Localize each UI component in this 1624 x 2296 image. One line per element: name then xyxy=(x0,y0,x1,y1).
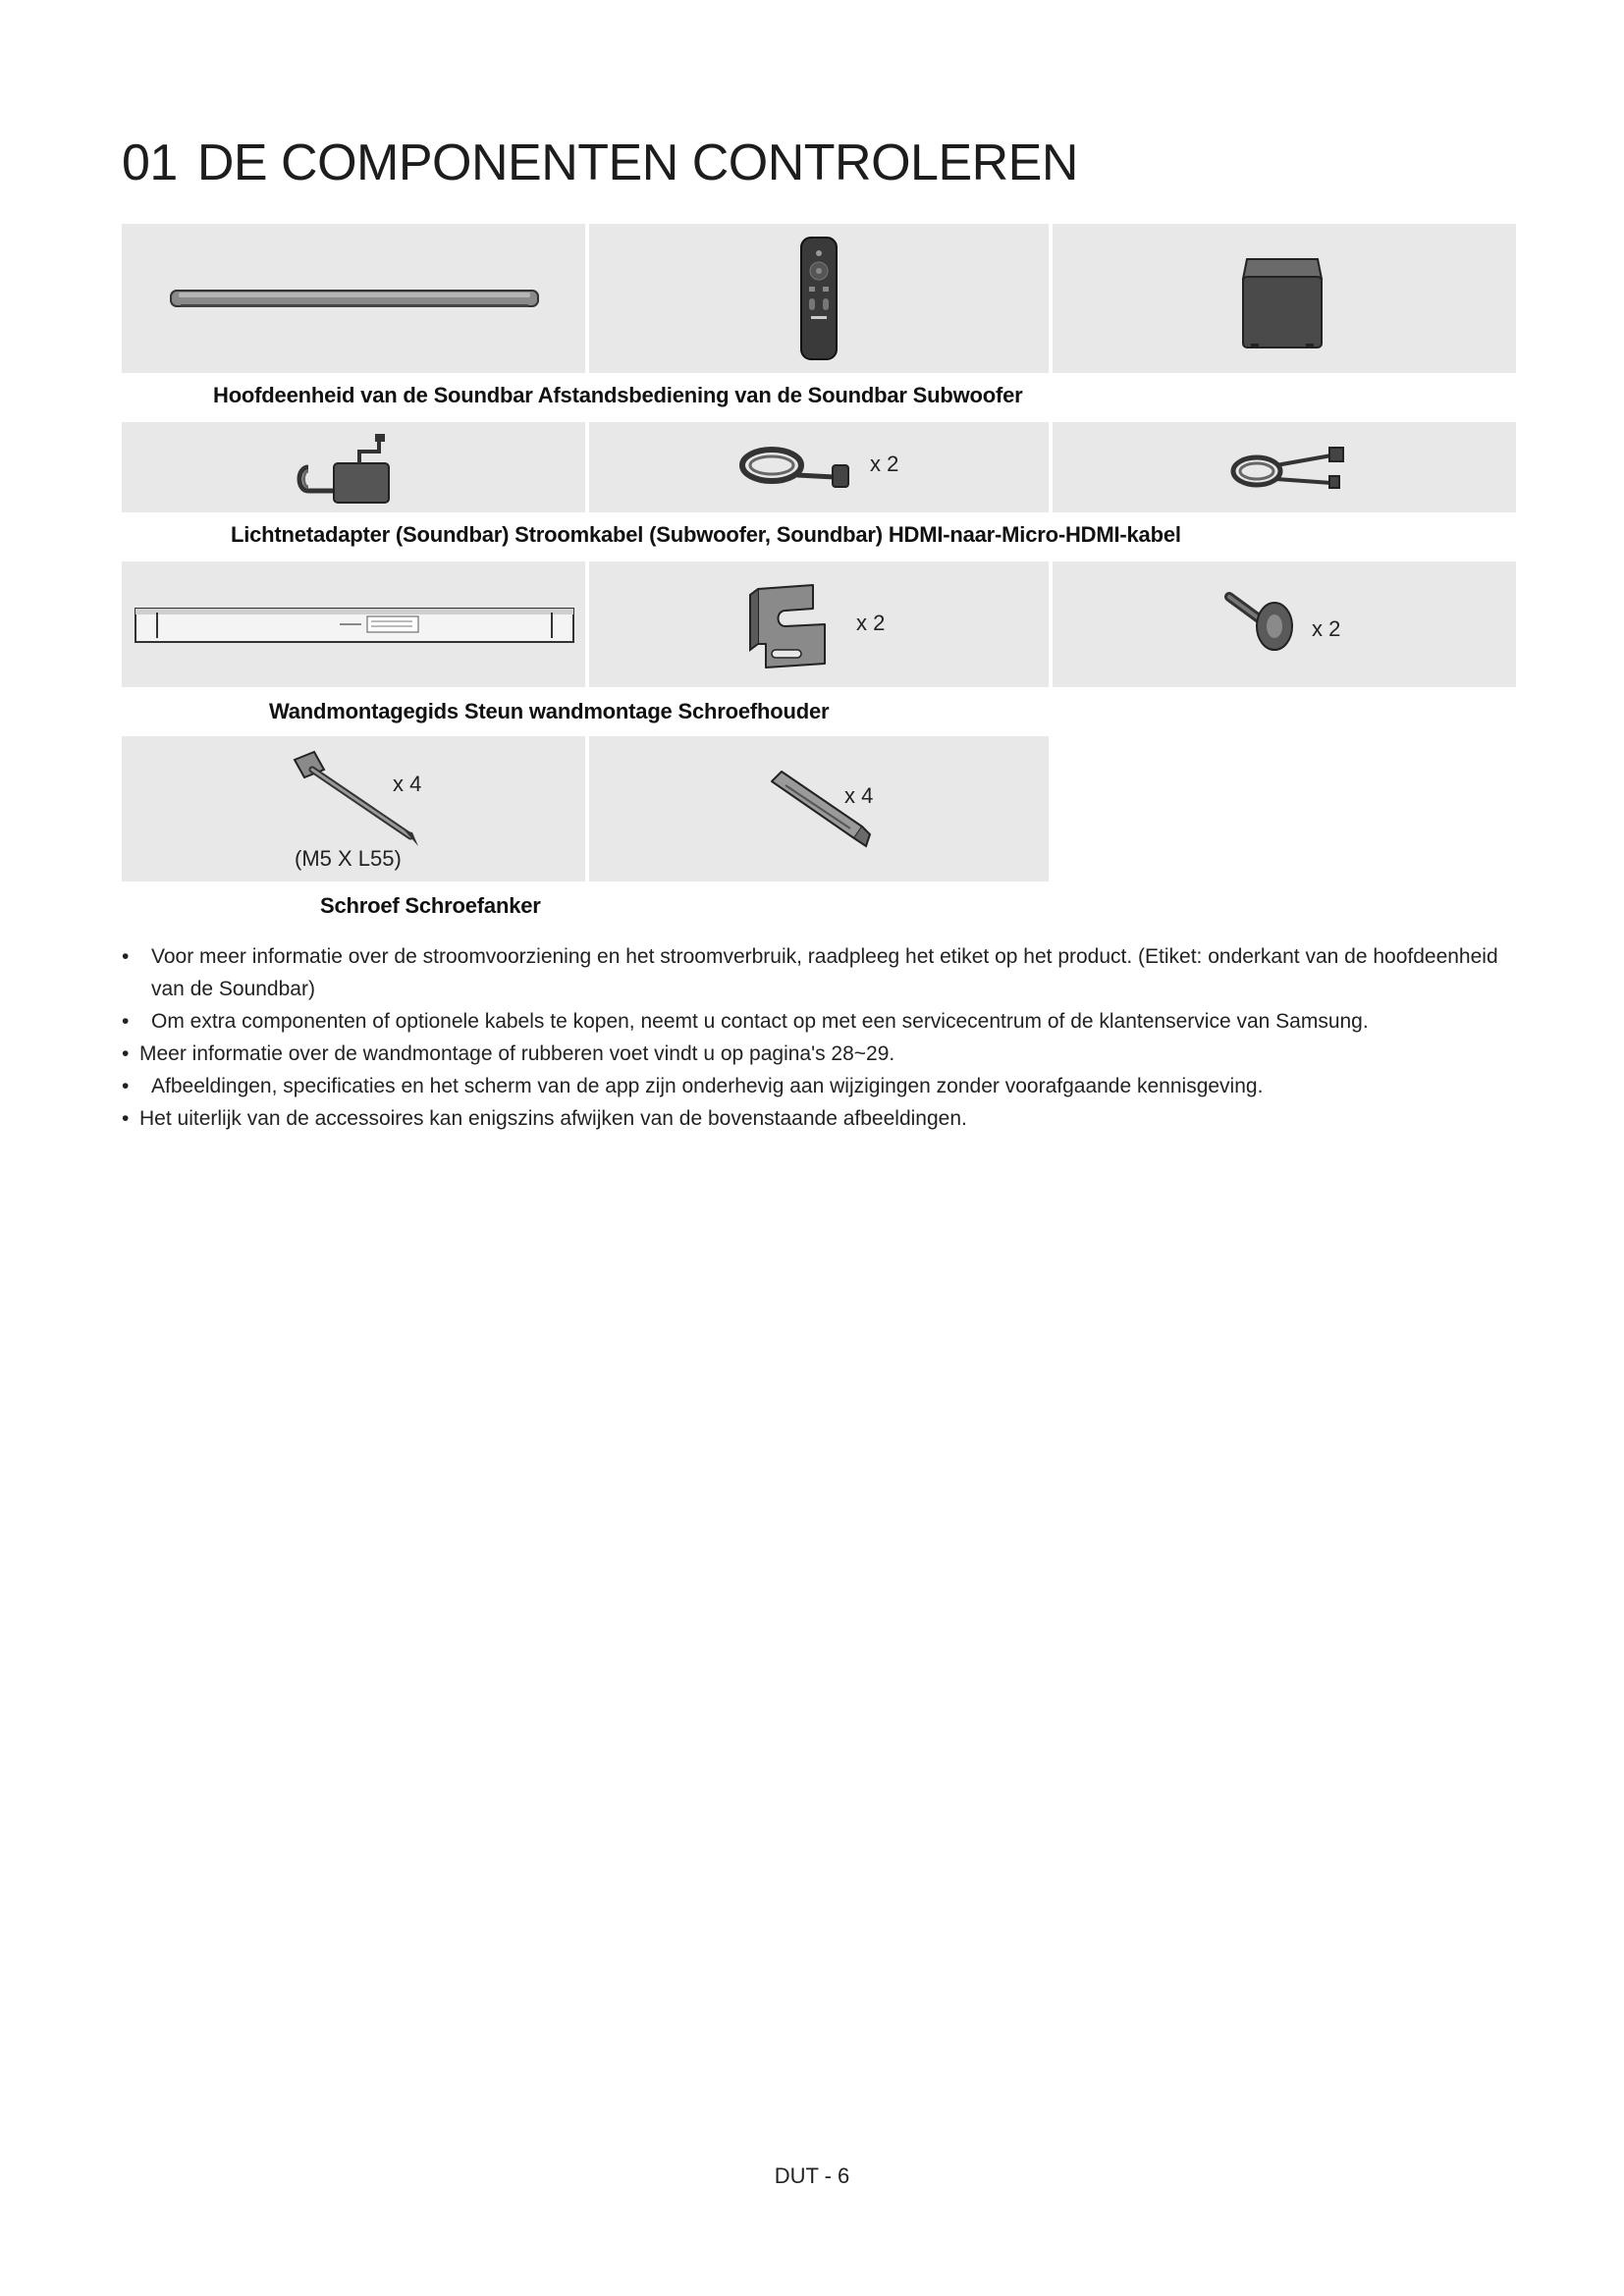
section-title: DE COMPONENTEN CONTROLEREN xyxy=(196,134,1078,191)
screw-cell xyxy=(122,736,585,881)
screw-anchor-icon xyxy=(589,736,1049,881)
note-item xyxy=(122,940,1516,1005)
power-cable-quantity: x 2 xyxy=(870,452,899,476)
screw-quantity: x 4 xyxy=(393,772,422,796)
remote-control-cell xyxy=(589,224,1049,373)
screw-holder-quantity: x 2 xyxy=(1312,616,1341,641)
row4-caption: Schroef Schroefanker xyxy=(320,893,541,918)
hdmi-cable-cell xyxy=(1053,422,1516,512)
subwoofer-icon xyxy=(1053,224,1516,373)
note-text: Voor meer informatie over de stroomvoorziening en het stroomverbruik, raadpleeg het etiket op het product. (Etiket: onderkant van de hoofdeenheid van de Soundbar) xyxy=(151,945,1498,1000)
bullet: • xyxy=(122,945,130,968)
notes-list xyxy=(122,940,1516,1135)
note-item xyxy=(122,1005,1516,1038)
bullet: • xyxy=(122,1075,130,1097)
hdmi-cable-icon xyxy=(1053,422,1516,512)
bullet: • xyxy=(122,1010,130,1033)
note-item xyxy=(122,1038,1516,1070)
section-number: 01 xyxy=(122,134,178,191)
bullet: • xyxy=(122,1107,130,1130)
screw-size-label: (M5 X L55) xyxy=(295,846,402,871)
power-adapter-icon xyxy=(122,422,585,512)
note-item xyxy=(122,1102,1516,1135)
wall-mount-guide-icon xyxy=(122,561,585,687)
subwoofer-cell xyxy=(1053,224,1516,373)
wall-bracket-icon xyxy=(589,561,1049,687)
note-text: Om extra componenten of optionele kabels te kopen, neemt u contact op met een servicecentrum of de klantenservice van Samsung. xyxy=(151,1010,1369,1033)
wall-bracket-quantity: x 2 xyxy=(856,611,886,635)
power-adapter-cell xyxy=(122,422,585,512)
row3-caption: Wandmontagegids Steun wandmontage Schroefhouder xyxy=(269,699,830,723)
power-cable-icon xyxy=(589,422,1049,512)
remote-control-icon xyxy=(589,224,1049,373)
bullet: • xyxy=(122,1042,130,1065)
page-title xyxy=(122,133,1078,192)
note-text: Afbeeldingen, specificaties en het scherm van de app zijn onderhevig aan wijzigingen zonder voorafgaande kennisgeving. xyxy=(151,1075,1264,1097)
soundbar-main-unit-icon xyxy=(122,224,585,373)
screw-holder-icon xyxy=(1053,561,1516,687)
note-text: Meer informatie over de wandmontage of rubberen voet vindt u op pagina's 28~29. xyxy=(139,1042,895,1065)
screw-anchor-quantity: x 4 xyxy=(844,783,874,808)
power-cable-cell xyxy=(589,422,1049,512)
page-number: DUT - 6 xyxy=(774,2163,850,2188)
soundbar-main-unit-cell xyxy=(122,224,585,373)
note-item xyxy=(122,1070,1516,1102)
row1-caption: Hoofdeenheid van de Soundbar Afstandsbediening van de Soundbar Subwoofer xyxy=(213,383,1023,407)
screw-holder-cell xyxy=(1053,561,1516,687)
wall-bracket-cell xyxy=(589,561,1049,687)
row2-caption: Lichtnetadapter (Soundbar) Stroomkabel (Subwoofer, Soundbar) HDMI-naar-Micro-HDMI-kabel xyxy=(231,522,1181,547)
note-text: Het uiterlijk van de accessoires kan enigszins afwijken van de bovenstaande afbeeldingen. xyxy=(139,1107,967,1130)
wall-mount-guide-cell xyxy=(122,561,585,687)
screw-anchor-cell xyxy=(589,736,1049,881)
